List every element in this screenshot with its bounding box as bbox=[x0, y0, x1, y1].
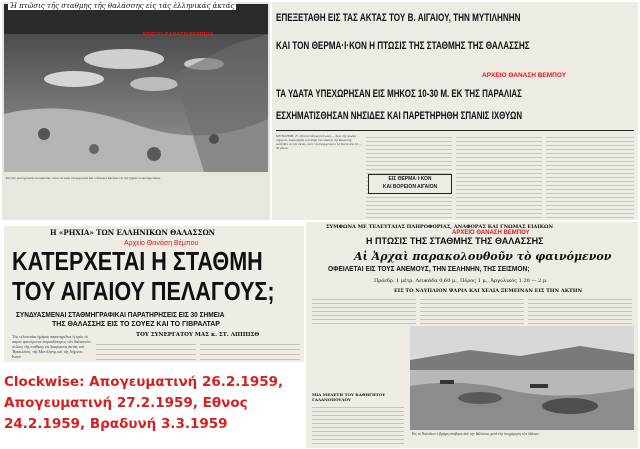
headline-1: Η ΠΤΩΣΙΣ ΤΗΣ ΣΤΑΘΜΗΣ ΤΗΣ ΘΑΛΑΣΣΗΣ bbox=[366, 236, 544, 246]
kicker: ΣΥΜΦΩΝΑ ΜΕ ΤΕΛΕΥΤΑΙΑΣ ΠΛΗΡΟΦΟΡΙΑΣ, ΑΝΑΦΟΡΑΣ ΚΑΙ ΓΝΩΜΑΣ ΕΙΔΙΚΩΝ bbox=[326, 224, 554, 230]
clipping-bottom-right bbox=[306, 222, 638, 448]
watermark: ΑΡΧΕΙΟ ΘΑΝΑΣΗ ΒΕΜΠΟΥ bbox=[142, 32, 214, 38]
headline-2: ΚΑΙ ΤΟΝ ΘΕΡΜΑ·Ι·ΚΟΝ Η ΠΤΩΣΙΣ ΤΗΣ ΣΤΑΘΜΗΣ ΤΗΣ ΘΑΛΑΣΣΗΣ bbox=[276, 40, 530, 52]
subhead-2: ΤΗΣ ΘΑΛΑΣΣΗΣ ΕΙΣ ΤΟ ΣΟΥΕΖ ΚΑΙ ΤΟ ΓΙΒΡΑΛΤΑΡ bbox=[52, 321, 220, 328]
footer-caption bbox=[4, 372, 304, 435]
headline-3: ΤΑ ΥΔΑΤΑ ΥΠΕΧΩΡΗΣΑΝ ΕΙΣ ΜΗΚΟΣ 10-30 Μ. ΕΚ ΤΗΣ ΠΑΡΑΛΙΑΣ bbox=[276, 88, 522, 100]
body-column bbox=[200, 340, 300, 362]
body-column bbox=[420, 296, 524, 324]
subhead: ΟΦΕΙΛΕΤΑΙ ΕΙΣ ΤΟΥΣ ΑΝΕΜΟΥΣ, ΤΗΝ ΣΕΛΗΝΗΝ, ΤΗΣ ΣΕΙΣΜΟΝ; bbox=[328, 266, 530, 273]
footer-caption-line-1: Clockwise: Απογευματινή 26.2.1959, bbox=[4, 374, 284, 390]
harbor-photo bbox=[4, 4, 268, 172]
box-label-line-2: ΚΑΙ ΒΟΡΕΙΟΝ ΑΙΓΑΙΟΝ bbox=[382, 184, 438, 190]
watermark: Αρχείο Θανάση Βέμπου bbox=[124, 240, 199, 247]
clipping-caption: Ἡ πτῶσις τῆς σταθμης τῆς θαλάσσης εἰς τάς ἑλληνικάς ἀκτάς bbox=[10, 2, 235, 10]
headline-2: ΤΟΥ ΑΙΓΑΙΟΥ ΠΕΛΑΓΟΥΣ; bbox=[12, 276, 275, 306]
box-label-line-1: ΕΙΣ ΘΕΡΜΑ·Ι·ΚΟΝ bbox=[388, 176, 432, 182]
footer-caption-line-3: 24.2.1959, Βραδυνή 3.3.1959 bbox=[4, 416, 228, 432]
kicker: Η «ΡΗΧΙΑ» ΤΩΝ ΕΛΛΗΝΙΚΩΝ ΘΑΛΑΣΣΩΝ bbox=[50, 228, 216, 237]
clipping-top-right bbox=[272, 2, 638, 220]
photo-caption: Εἰς τὴν φωτογραφία τὸ λιμανάκι, ὅπου τὰ νερὰ ὑπεχώρησαν καὶ οἱ βάρκες ἔμειναν εἰς τὴν ξηρὰν ὁλοκληρωτικῶς. bbox=[6, 176, 161, 180]
inset-heading: ΜΙΑ ΜΕΛΕΤΗ ΤΟΥ ΚΑΘΗΓΗΤΟΥ ΓΑΛΑΝΟΠΟΥΛΟΥ bbox=[312, 392, 386, 402]
nafplio-photo bbox=[410, 326, 634, 430]
subhead-1: ΣΥΝΔΥΑΣΜΕΝΑΙ ΣΤΑΘΜΗΓΡΑΦΙΚΑΙ ΠΑΡΑΤΗΡΗΣΕΙΣ ΕΙΣ 30 ΣΗΜΕΙΑ bbox=[16, 312, 225, 319]
body-text: Τὰς τελευταίας ἡμέρας παρατηρεῖται ἡ πρὸς τὸ παρὸν φαινόμενον ἀπροσδόκητος τῶν θαλασσῶν πτῶσις τῆς στάθμης εἰς διαφόρους ἀκτὰς τοῦ Ἡρακλείου, τῆς Μυτιλήνης καὶ τῆς Λήμνου. Κατὰ bbox=[12, 334, 91, 359]
clipping-top-left bbox=[2, 2, 270, 220]
body-column bbox=[96, 340, 196, 362]
clipping-bottom-left bbox=[4, 226, 304, 362]
body-column bbox=[312, 296, 416, 324]
box-label bbox=[368, 174, 452, 194]
headline-1: ΚΑΤΕΡΧΕΤΑΙ Η ΣΤΑΘΜΗ bbox=[12, 246, 263, 276]
inset-column bbox=[312, 404, 404, 446]
subhead-2: ΕΙΣ ΤΟ ΝΑΥΠΛΙΟΝ ΨΑΡΙΑ ΚΑΙ ΧΕΛΙΑ ΞΕΜΕΙΝΑΝ ΕΙΣ ΤΗΝ ΑΚΤΗΝ bbox=[394, 288, 583, 294]
dateline-text: ΜΥΤΙΛΗΝΗ, 27. (Τοῦ ἀνταποκριτοῦ μας).— Ἀπὸ τῆς πρωΐας σήμερον, παρετηρήθη ἡ σταθμὴ τῶν ὑδάτων τῆς θαλάσσης κατῆλθεν εἰς τὰς ἀκτάς, ὥστε νὰ ὑποχωρήσουν τὰ ὕδατα ἀπὸ 10—30 μέτρα. bbox=[276, 134, 362, 150]
headline-1: ΕΠΕΞΕΤΑΘΗ ΕΙΣ ΤΑΣ ΑΚΤΑΣ ΤΟΥ Β. ΑΙΓΑΙΟΥ, ΤΗΝ ΜΥΤΙΛΗΝΗΝ bbox=[276, 12, 521, 24]
headline-4: ΕΣΧΗΜΑΤΙΣΘΗΣΑΝ ΝΗΣΙΔΕΣ ΚΑΙ ΠΑΡΕΤΗΡΗΘΗ ΣΠΑΝΙΣ ΙΧΘΥΩΝ bbox=[276, 110, 523, 122]
body-column bbox=[528, 296, 632, 324]
watermark: ΑΡΧΕΙΟ ΘΑΝΑΣΗ ΒΕΜΠΟΥ bbox=[452, 230, 530, 236]
body-column bbox=[456, 134, 542, 218]
body-column bbox=[546, 134, 634, 218]
watermark: ΑΡΧΕΙΟ ΘΑΝΑΣΗ ΒΕΜΠΟΥ bbox=[482, 72, 567, 79]
photo-caption: Εἰς τὸ Ναύπλιον ὁ βράχος ἀνέβηκε ἀπὸ τὴν θάλασσα, μετὰ τὴν ὑποχώρηση τῶν ὑδάτων. bbox=[412, 432, 540, 436]
headline-2: Αἱ Ἀρχαὶ παρακολουθοῦν τὸ φαινόμενον bbox=[354, 250, 612, 263]
price-line: Πρόεδρ. 1 μέτρ. Λευκάδα 0,60 μ., Πόρος 1 μ., Ἀργολικός 1.20 — 2 μ. bbox=[374, 278, 548, 284]
footer-caption-line-2: Απογευματινή 27.2.1959, Εθνος bbox=[4, 395, 248, 411]
byline: ΤΟΥ ΣΥΝΕΡΓΑΤΟΥ ΜΑΣ κ. ΣΤ. ΛΙΠΠΙΣΘ bbox=[136, 332, 260, 338]
